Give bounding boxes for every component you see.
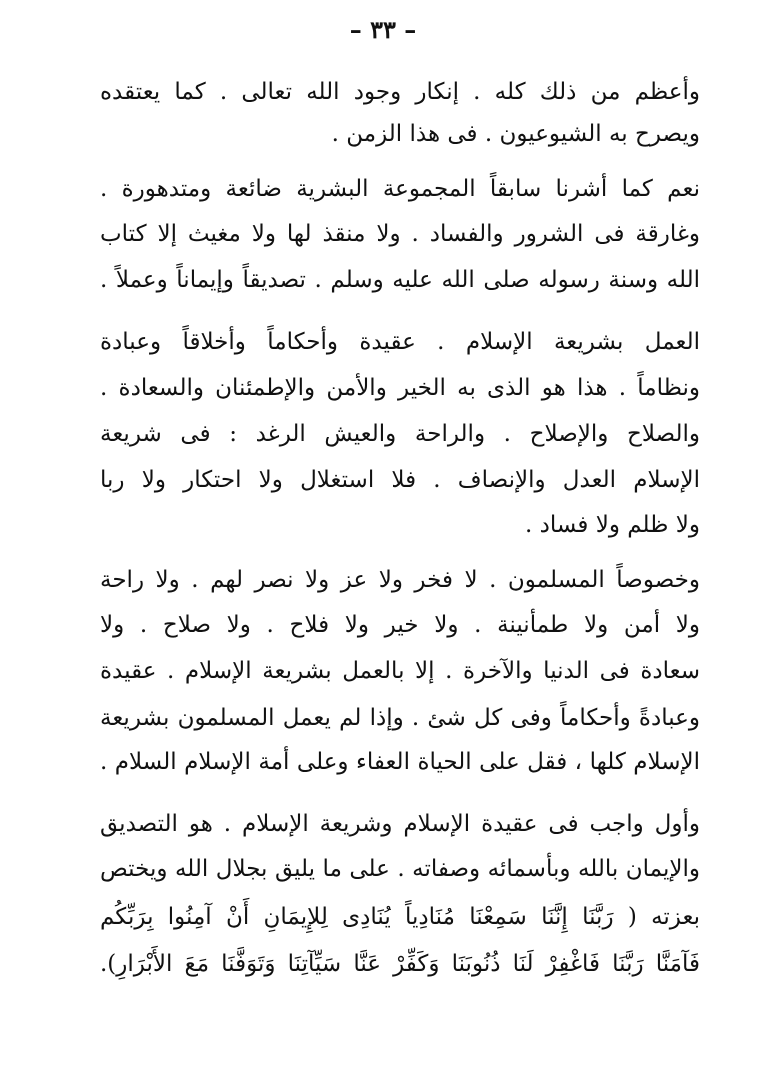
text-line: ويصرح به الشيوعيون . فى هذا الزمن . — [331, 121, 700, 147]
text-line: العمل بشريعة الإسلام . عقيدة وأحكاماً وأخلاقاً وعبادة — [100, 329, 700, 355]
text-line: الإسلام العدل والإنصاف . فلا استغلال ولا احتكار ولا ربا — [100, 467, 700, 493]
text-line: ولا أمن ولا طمأنينة . ولا خير ولا فلاح . ولا صلاح . ولا — [100, 612, 700, 638]
text-line: وخصوصاً المسلمون . لا فخر ولا عز ولا نصر لهم . ولا راحة — [100, 567, 700, 593]
text-line: والإيمان بالله وبأسمائه وصفاته . على ما يليق بجلال الله ويختص — [100, 856, 700, 882]
text-line: وعبادةً وأحكاماً وفى كل شئ . وإذا لم يعمل المسلمون بشريعة — [100, 705, 700, 731]
text-line: والصلاح والإصلاح . والراحة والعيش الرغد : فى شريعة — [100, 421, 700, 447]
text-line: سعادة فى الدنيا والآخرة . إلا بالعمل بشريعة الإسلام . عقيدة — [100, 658, 700, 684]
text-line: ونظاماً . هذا هو الذى به الخير والأمن والإطمئنان والسعادة . — [100, 375, 700, 401]
text-line: الإسلام كلها ، فقل على الحياة العفاء وعلى أمة الإسلام السلام . — [100, 749, 700, 775]
quran-verse-line: فَآمَنَّا رَبَّنَا فَاغْفِرْ لَنَا ذُنُوبَنَا وَكَفِّرْ عَنَّا سَيِّآتِنَا وَتَوَفَّنَا مَعَ الأَبْرَارِ). — [100, 951, 700, 977]
text-line: نعم كما أشرنا سابقاً المجموعة البشرية ضائعة ومتدهورة . — [100, 176, 700, 202]
text-line: وأول واجب فى عقيدة الإسلام وشريعة الإسلام . هو التصديق — [100, 811, 700, 837]
text-line: الله وسنة رسوله صلى الله عليه وسلم . تصديقاً وإيماناً وعملاً . — [100, 267, 700, 293]
text-line: وغارقة فى الشرور والفساد . ولا منقذ لها ولا مغيث إلا كتاب — [100, 221, 700, 247]
text-line: وأعظم من ذلك كله . إنكار وجود الله تعالى . كما يعتقده — [100, 79, 700, 105]
text-line: ولا ظلم ولا فساد . — [525, 512, 700, 538]
page-number: – ٣٣ – — [349, 15, 417, 44]
quran-verse-line: بعزته ( رَبَّنَا إِنَّنَا سَمِعْنَا مُنَادِياً يُنَادِى لِلإِيمَانِ أَنْ آمِنُوا بِرَبِّكُم — [100, 904, 700, 930]
